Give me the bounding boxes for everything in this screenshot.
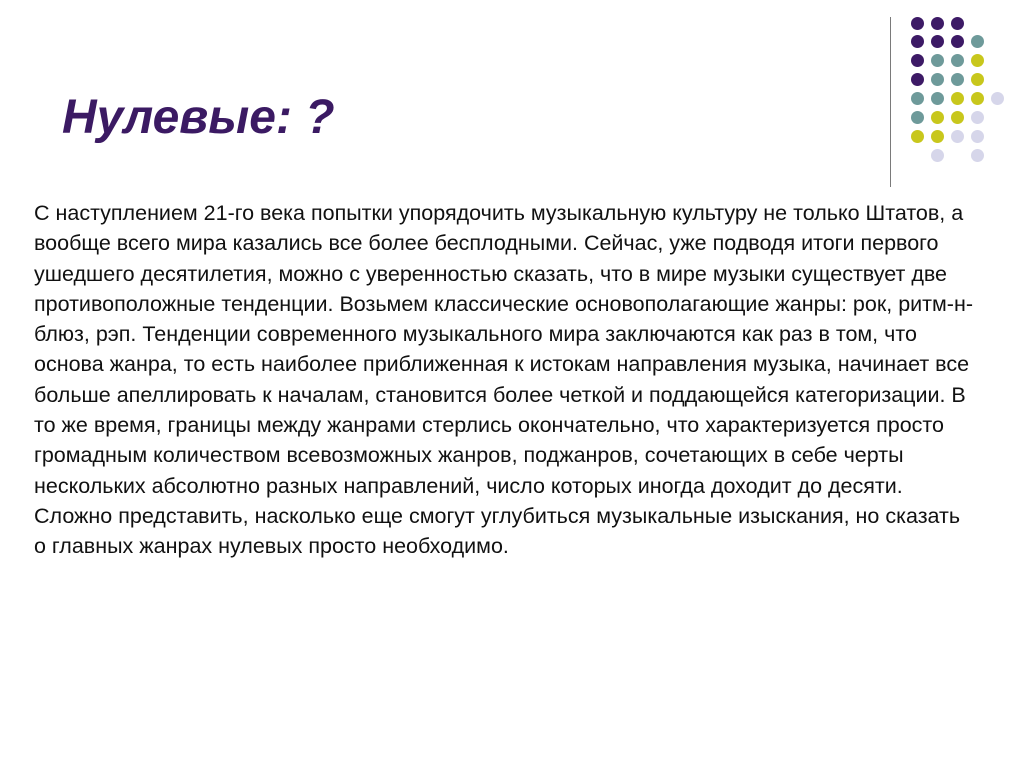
decor-dot: [931, 73, 944, 86]
decor-dot: [951, 35, 964, 48]
vertical-divider: [890, 17, 891, 187]
decor-dot: [911, 130, 924, 143]
decor-dot: [971, 111, 984, 124]
decor-dot: [931, 149, 944, 162]
decor-dot: [931, 111, 944, 124]
decor-dot: [931, 35, 944, 48]
decor-dot: [931, 130, 944, 143]
decor-dot: [911, 73, 924, 86]
decor-dot: [911, 111, 924, 124]
decor-dot: [971, 149, 984, 162]
decor-dot: [911, 35, 924, 48]
decor-dot: [971, 35, 984, 48]
decor-dot: [911, 92, 924, 105]
slide-title: Нулевые: ?: [62, 91, 335, 144]
decor-dot: [911, 17, 924, 30]
slide-body-text: С наступлением 21-го века попытки упорядочить музыкальную культуру не только Штатов, а вообще всего мира казались все более бесплодными. Сейчас, уже подводя итоги первого ушедшего десятилетия, можно с уверенностью сказать, что в мире музыки существует две противоположные тенденции. Возьмем классические основополагающие жанры: рок, ритм-н-блюз, рэп. Тенденции современного музыкального мира заключаются как раз в том, что основа жанра, то есть наиболее приближенная к истокам направления музыка, начинает все больше апеллировать к началам, становится более четкой и поддающейся категоризации. В то же время, границы между жанрами стерлись окончательно, что характеризуется просто громадным количеством всевозможных жанров, поджанров, сочетающих в себе черты нескольких абсолютно разных направлений, число которых иногда доходит до десяти. Сложно представить, насколько еще смогут углубиться музыкальные изыскания, но сказать о главных жанрах нулевых просто необходимо.: [34, 201, 973, 559]
decor-dot: [951, 54, 964, 67]
decor-dot: [951, 130, 964, 143]
decor-dot: [931, 17, 944, 30]
decor-dot: [951, 73, 964, 86]
decor-dot: [951, 17, 964, 30]
decor-dot: [991, 92, 1004, 105]
decor-dot: [971, 73, 984, 86]
decor-dot: [931, 92, 944, 105]
decor-dot: [931, 54, 944, 67]
decor-dot: [971, 92, 984, 105]
decor-dot: [951, 111, 964, 124]
decor-dot: [951, 92, 964, 105]
decor-dot: [911, 54, 924, 67]
decor-dot: [971, 130, 984, 143]
decor-dot: [971, 54, 984, 67]
